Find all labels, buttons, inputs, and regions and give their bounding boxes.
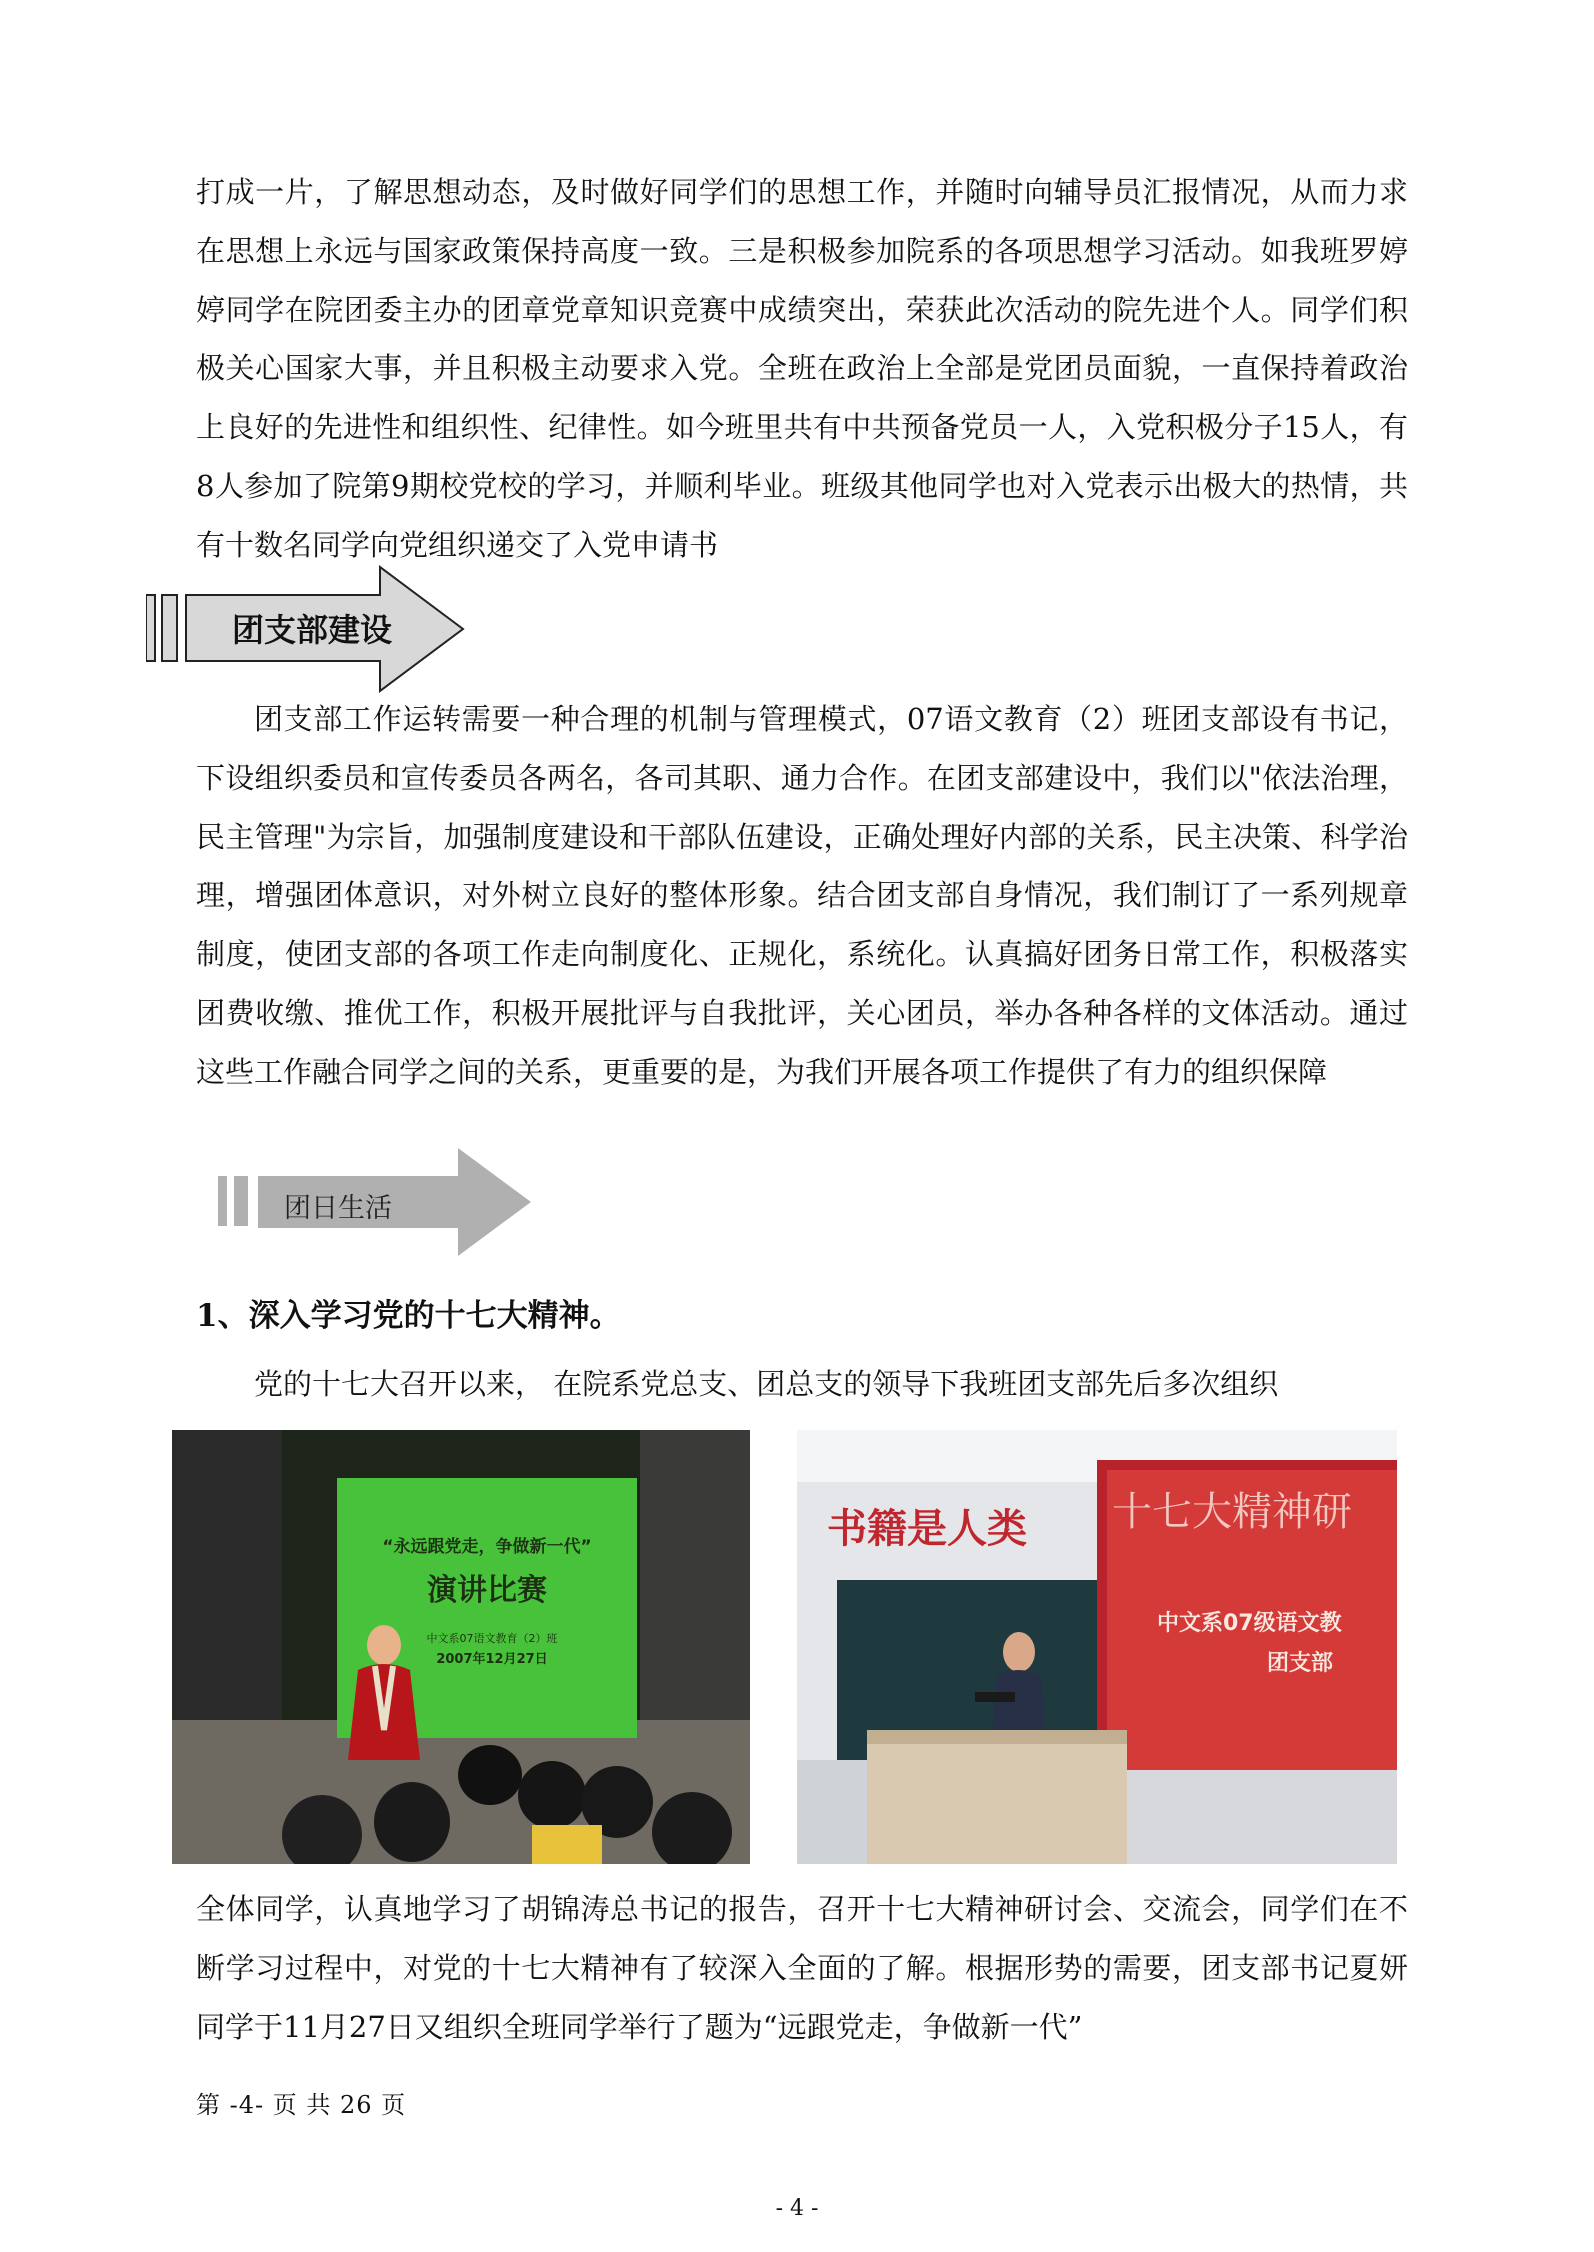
screen-title-text: 十七大精神研 [1112, 1489, 1352, 1535]
body-paragraph-study-report: 全体同学，认真地学习了胡锦涛总书记的报告，召开十七大精神研讨会、交流会，同学们在不断学习过程中，对党的十七大精神有了较深入全面的了解。根据形势的需要，团支部书记夏妍同学于11月27日又组织全班同学举行了题为“远跟党走，争做新一代” [196, 1892, 1408, 2044]
photo-study-session [797, 1430, 1397, 1864]
screen-text-line1: “永远跟党走，争做新一代” [382, 1537, 592, 1557]
photo-speech-contest [172, 1430, 750, 1864]
screen-text-line2: 团支部 [1267, 1651, 1334, 1676]
section-banner-title: 团支部建设 [232, 611, 393, 649]
section-banner-league-branch-construction [146, 565, 466, 697]
section-banner-title: 团日生活 [284, 1193, 392, 1224]
page-number: - 4 - [775, 2196, 819, 2221]
screen-text-line2: 演讲比赛 [427, 1573, 547, 1608]
screen-text-line1: 中文系07级语文教 [1157, 1611, 1342, 1636]
page-footer: 第 -4- 页 共 26 页 [196, 2091, 407, 2119]
body-paragraph-league-branch: 团支部工作运转需要一种合理的机制与管理模式，07语文教育（2）班团支部设有书记，下设组织委员和宣传委员各两名，各司其职、通力合作。在团支部建设中，我们以"依法治理，民主管理"为宗旨，加强制度建设和干部队伍建设，正确处理好内部的关系，民主决策、科学治理，增强团体意识，对外树立良好的整体形象。结合团支部自身情况，我们制订了一系列规章制度，使团支部的各项工作走向制度化、正规化，系统化。认真搞好团务日常工作，积极落实团费收缴、推优工作，积极开展批评与自我批评，关心团员，举办各种各样的文体活动。通过这些工作融合同学之间的关系，更重要的是，为我们开展各项工作提供了有力的组织保障 [196, 702, 1408, 1089]
body-paragraph-intro: 党的十七大召开以来， 在院系党总支、团总支的领导下我班团支部先后多次组织 [254, 1367, 1279, 1401]
lectern [867, 1730, 1127, 1864]
body-paragraph-party-activities: 打成一片，了解思想动态，及时做好同学们的思想工作，并随时向辅导员汇报情况，从而力求在思想上永远与国家政策保持高度一致。三是积极参加院系的各项思想学习活动。如我班罗婷婷同学在院团委主办的团章党章知识竞赛中成绩突出，荣获此次活动的院先进个人。同学们积极关心国家大事，并且积极主动要求入党。全班在政治上全部是党团员面貌，一直保持着政治上良好的先进性和组织性、纪律性。如今班里共有中共预备党员一人，入党积极分子15人，有8人参加了院第9期校党校的学习，并顺利毕业。班级其他同学也对入党表示出极大的热情，共有十数名同学向党组织递交了入党申请书 [196, 175, 1408, 562]
screen-text-line3: 中文系07语文教育（2）班 [426, 1632, 558, 1645]
section-banner-league-day-life [218, 1148, 538, 1258]
wall-slogan-text: 书籍是人类 [827, 1506, 1027, 1552]
screen-text-line4: 2007年12月27日 [436, 1652, 548, 1667]
section-heading-study-17th-congress: 1、深入学习党的十七大精神。 [196, 1298, 621, 1334]
